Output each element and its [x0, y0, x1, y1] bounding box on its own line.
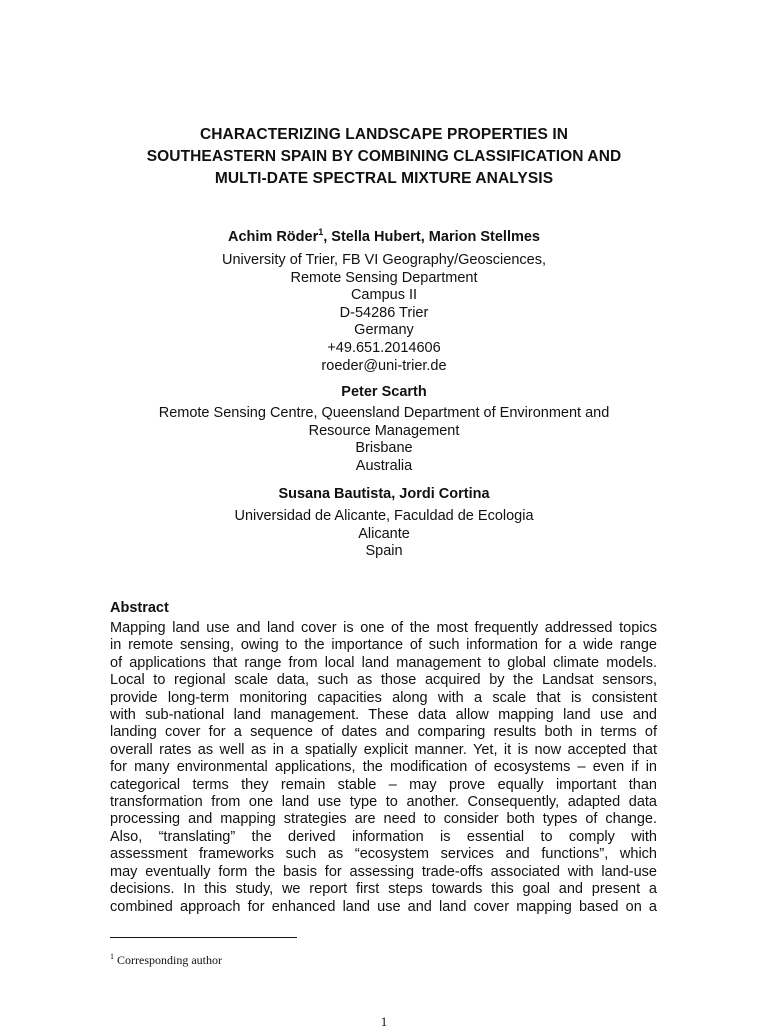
abstract-line: provide long-term monitoring capacities along with a scale that is consistent — [110, 689, 657, 706]
footnote-marker: 1 — [318, 227, 324, 237]
abstract-line: Also, “translating” the derived information is essential to comply with — [110, 828, 657, 845]
abstract-line: overall rates as well as in a spatially explicit manner. Yet, it is now accepted that — [110, 741, 657, 758]
email-address: roeder@uni-trier.de — [321, 357, 447, 374]
affiliation-line: D-54286 Trier — [339, 304, 429, 321]
abstract-line: of applications that range from local land management to global climate models. — [110, 654, 657, 671]
footnote-number: 1 — [110, 952, 114, 961]
affiliation-line: Brisbane — [355, 440, 413, 457]
author-names: Susana Bautista, Jordi Cortina — [278, 486, 490, 502]
abstract-line: categorical terms they remain stable – may prove equally important than — [110, 776, 657, 793]
affiliation-line: Universidad de Alicante, Faculdad de Ecologia — [234, 508, 534, 524]
footnote-divider — [110, 937, 297, 938]
abstract-line: processing and mapping strategies are need to consider both types of change. — [110, 811, 657, 828]
affiliation-line: Australia — [355, 457, 413, 474]
abstract-line: decisions. In this study, we report first steps towards this goal and present a — [110, 881, 657, 898]
title-line: SOUTHEASTERN SPAIN BY COMBINING CLASSIFICATION AND — [146, 148, 622, 165]
author-name: Peter Scarth — [341, 384, 427, 400]
abstract-body — [110, 620, 657, 916]
abstract-line: assessment frameworks such as “ecosystem services and functions”, which — [110, 846, 657, 863]
abstract-line: combined approach for enhanced land use and land cover mapping based on a — [110, 898, 657, 915]
abstract-line: in remote sensing, owing to the importance of such information for a wide range — [110, 637, 657, 654]
abstract-line: transformation from one land use type to another. Consequently, adapted data — [110, 794, 657, 811]
abstract-line: with sub-national land management. These data allow mapping land use and — [110, 707, 657, 724]
affiliation-2 — [90, 405, 678, 475]
affiliation-line: Remote Sensing Centre, Queensland Department of Environment and — [158, 405, 610, 421]
affiliation-line: Spain — [365, 543, 403, 560]
affiliation-line: Campus II — [350, 287, 418, 304]
affiliation-3 — [90, 508, 678, 561]
first-author-name: Achim Röder — [227, 229, 319, 245]
abstract-line: landing cover for a sequence of dates and comparing results both in terms of — [110, 724, 657, 741]
abstract-heading: Abstract — [110, 600, 169, 616]
abstract-line: may eventually form the basis for assessing trade-offs associated with land-use — [110, 863, 657, 880]
abstract-line: Local to regional scale data, such as those acquired by the Landsat sensors, — [110, 672, 657, 689]
author-list-3 — [90, 486, 678, 504]
author-list-2 — [90, 384, 678, 402]
phone-number: +49.651.2014606 — [327, 339, 441, 356]
affiliation-line: Alicante — [358, 525, 410, 542]
title-line: MULTI-DATE SPECTRAL MIXTURE ANALYSIS — [214, 170, 554, 187]
author-list-1 — [90, 229, 678, 247]
abstract-line: for many environmental applications, the modification of ecosystems – even if in — [110, 759, 657, 776]
paper-title — [90, 124, 678, 190]
page-number: 1 — [380, 1014, 388, 1029]
footnote — [110, 953, 222, 968]
affiliation-line: Resource Management — [308, 422, 460, 439]
affiliation-line: Remote Sensing Department — [290, 269, 478, 286]
footnote-text: Corresponding author — [114, 953, 222, 967]
affiliation-1 — [90, 252, 678, 375]
title-line: CHARACTERIZING LANDSCAPE PROPERTIES IN — [199, 126, 569, 143]
affiliation-line: University of Trier, FB VI Geography/Geosciences, — [222, 252, 546, 268]
abstract-line: Mapping land use and land cover is one of the most frequently addressed topics — [110, 620, 657, 636]
affiliation-line: Germany — [354, 322, 414, 339]
co-author-names: , Stella Hubert, Marion Stellmes — [323, 229, 540, 245]
